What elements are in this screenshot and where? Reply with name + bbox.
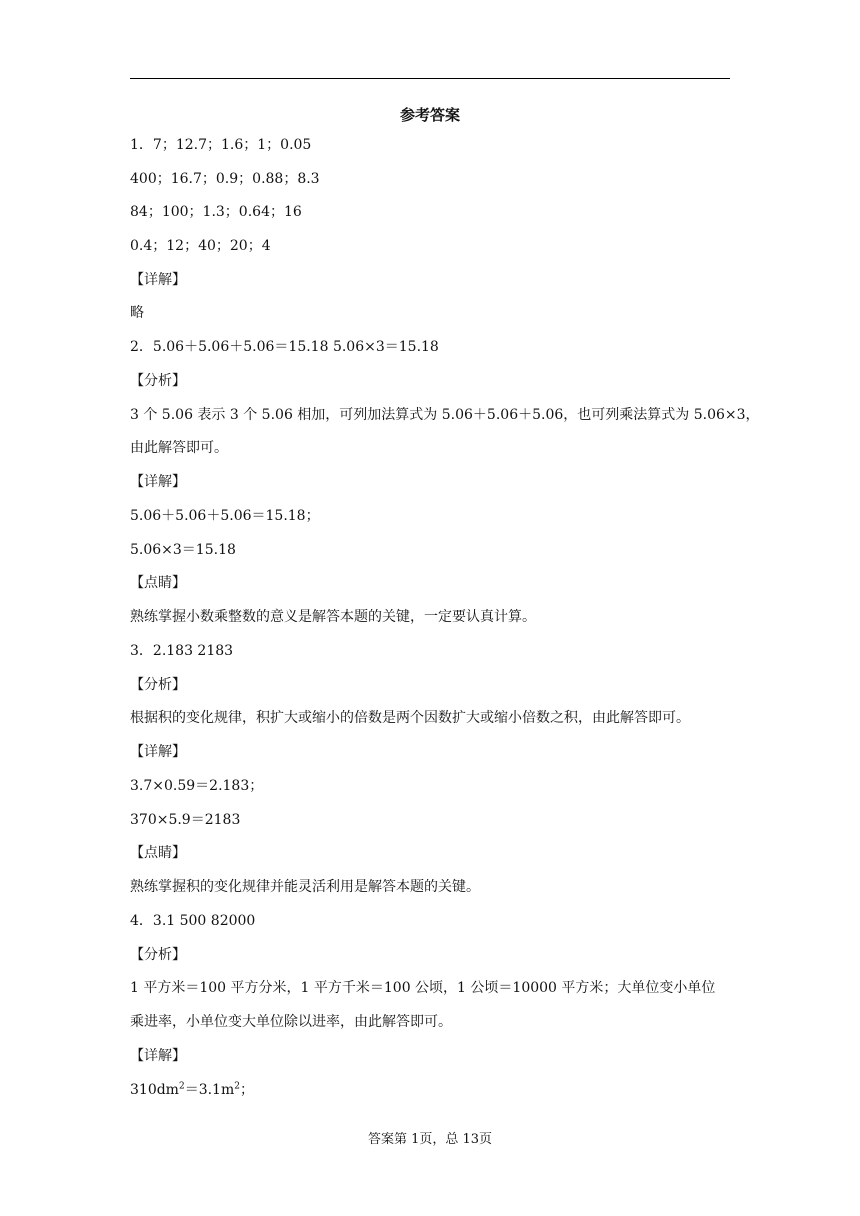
section-heading: 【分析】	[130, 947, 186, 963]
area-value-dm: 310dm	[130, 1082, 179, 1098]
answer-line: 由此解答即可。	[130, 440, 228, 456]
answer-line: 根据积的变化规律，积扩大或缩小的倍数是两个因数扩大或缩小倍数之积，由此解答即可。	[130, 710, 690, 726]
answer-line: 乘进率，小单位变大单位除以进率，由此解答即可。	[130, 1014, 452, 1030]
section-heading: 【详解】	[130, 1048, 186, 1064]
answer-line: 熟练掌握小数乘整数的意义是解答本题的关键，一定要认真计算。	[130, 609, 536, 625]
punctuation: ；	[239, 1082, 254, 1098]
header-rule	[130, 78, 730, 79]
answer-line: 400；16.7；0.9；0.88；8.3	[130, 171, 320, 187]
answer-line: 1．7；12.7；1.6；1；0.05	[130, 137, 312, 153]
answer-line: 略	[130, 305, 144, 321]
answer-line: 4．3.1 500 82000	[130, 913, 256, 929]
section-heading: 【分析】	[130, 373, 186, 389]
area-value-m: ＝3.1m	[184, 1082, 235, 1098]
section-heading: 【详解】	[130, 744, 186, 760]
answer-line: 370×5.9＝2183	[130, 812, 241, 828]
section-heading: 【点睛】	[130, 845, 186, 861]
answer-line: 1 平方米＝100 平方分米，1 平方千米＝100 公顷，1 公顷＝10000 平方米；大单位变小单位	[130, 980, 716, 996]
answer-line	[130, 1081, 740, 1099]
page-title: 参考答案	[399, 106, 460, 124]
page-footer: 答案第 1页，总 13页	[367, 1132, 493, 1147]
section-heading: 【分析】	[130, 677, 186, 693]
exponent: 2	[234, 1081, 240, 1092]
answer-line: 84；100；1.3；0.64；16	[130, 204, 302, 220]
answer-line: 5.06＋5.06＋5.06＝15.18；	[130, 508, 320, 524]
answer-line: 3．2.183 2183	[130, 643, 234, 659]
answer-line: 3.7×0.59＝2.183；	[130, 778, 264, 794]
answer-line: 0.4；12；40；20；4	[130, 238, 271, 254]
answer-line: 3 个 5.06 表示 3 个 5.06 相加，可列加法算式为 5.06＋5.06＋5.06，也可列乘法算式为 5.06×3，	[130, 407, 760, 423]
answer-line: 5.06×3＝15.18	[130, 542, 236, 558]
answer-line: 2．5.06＋5.06＋5.06＝15.18 5.06×3＝15.18	[130, 339, 439, 355]
answer-line: 熟练掌握积的变化规律并能灵活利用是解答本题的关键。	[130, 879, 480, 895]
section-heading: 【详解】	[130, 272, 186, 288]
exponent: 2	[178, 1081, 185, 1092]
section-heading: 【详解】	[130, 474, 186, 490]
section-heading: 【点睛】	[130, 575, 186, 591]
